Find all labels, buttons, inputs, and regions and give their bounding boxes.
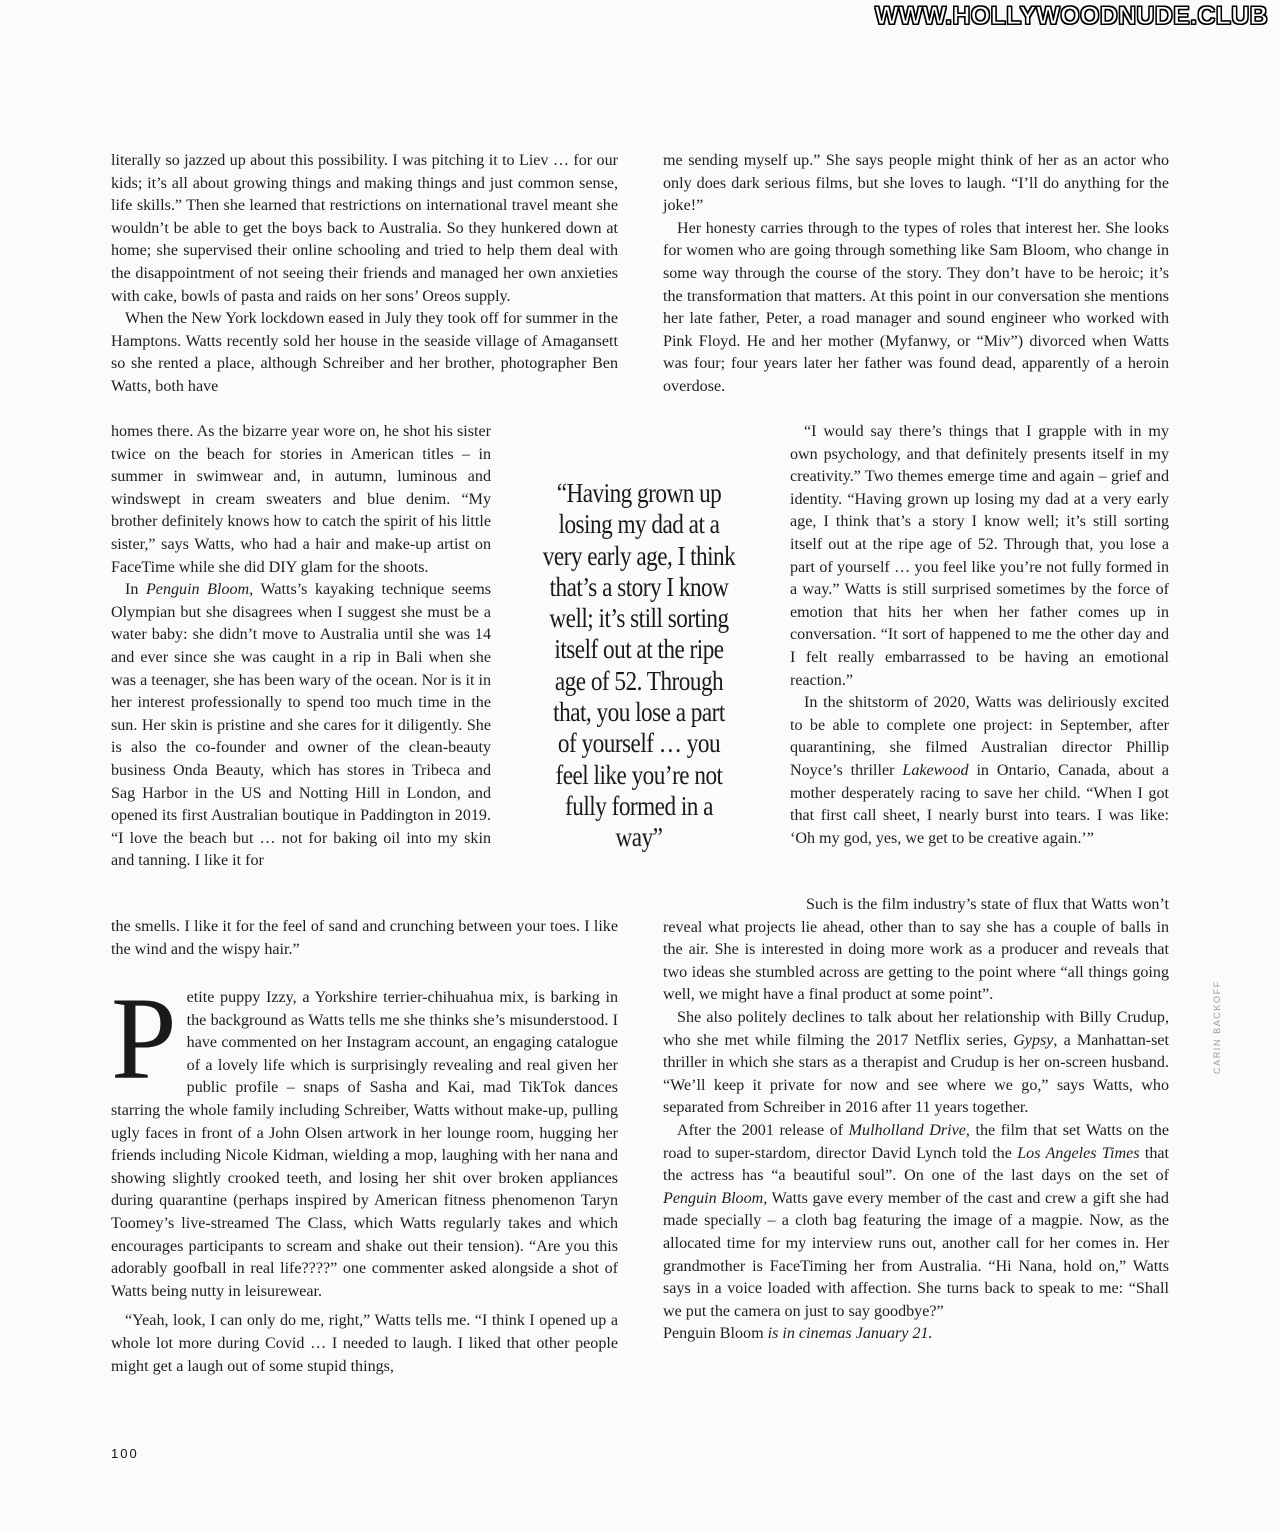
paragraph xyxy=(111,579,491,873)
text: She also politely declines to talk about her relationship with Billy Crudup, who she met while filming the 2017 Netflix series, xyxy=(663,1008,1169,1049)
text: in Ontario, Canada, about a mother desperately racing to save her child. “When I got that first call sheet, I nearly burst into tears. I was like: ‘Oh my god, yes, we get to be creative again.’” xyxy=(790,761,1170,847)
text: , the film that set Watts on the road to super-stardom, director David Lynch told the xyxy=(663,1121,1169,1162)
paragraph: When the New York lockdown eased in July they took off for summer in the Hamptons. Watts recently sold her house in the seaside village of Amagansett so she rented a place, although Schreiber and her brother, photographer Ben Watts, both have xyxy=(111,310,618,395)
paragraph: homes there. As the bizarre year wore on, he shot his sister twice on the beach for stories in American titles – in summer in swimwear and, in autumn, luminous and windswept in cream sweaters and blue denim. “My brother definitely knows how to catch the spirit of his little sister,” says Watts, who had a hair and make-up artist on FaceTime while she did DIY glam for the shoots. xyxy=(111,423,491,576)
paragraph: literally so jazzed up about this possibility. I was pitching it to Liev … for our kids; it’s all about growing things and making things and just common sense, life skills.” Then she learned that restrictions on international travel meant she wouldn’t be able to get the boys back to Australia. So they hunkered down at home; she supervised their online schooling and tried to help them deal with the disappointment of not seeing their friends and managed her own anxieties with cake, bowls of pasta and raids on her sons’ Oreos supply. xyxy=(111,152,618,305)
pull-quote: “Having grown up losing my dad at a very early age, I think that’s a story I know well; it’s still sorting itself out at the ripe age of 52. Through that, you lose a part of yourself … you feel like you’re not fully formed in a way” xyxy=(542,478,736,853)
text: , Watts gave every member of the cast and crew a gift she had made specially – a cloth bag featuring the image of a magpie. Now, as the allocated time for my interview runs out, another call for her comes in. Her grandmother is FaceTiming her from Australia. “Hi Nana, hold on,” Watts says in a voice loaded with affection. She turns back to speak to me: “Shall we put the camera on just to say goodbye?” xyxy=(663,1189,1169,1320)
publication-title: Los Angeles Times xyxy=(1017,1144,1140,1162)
paragraph: me sending myself up.” She says people might think of her as an actor who only does dark serious films, but she loves to laugh. “I’ll do anything for the joke!” xyxy=(663,152,1169,215)
paragraph xyxy=(111,973,618,1303)
left-column-wrap xyxy=(111,421,491,873)
paragraph: “I would say there’s things that I grapple with in my own psychology, and that definitely presents itself in my creativity.” Two themes emerge time and again – grief and identity. “Having grown up losing my dad at a very early age, I think that’s a story I know well; it’s still sorting itself out at the ripe age of 52. Through that, you lose a part of yourself … you feel like you’re not fully formed in a way.” Watts is still surprised sometimes by the force of emotion that hits her when her father comes up in conversation. “It sort of happened to me the other day and I felt really embarrassed to be having an emotional reaction.” xyxy=(790,423,1169,689)
photo-credit: CARIN BACKOFF xyxy=(1212,980,1222,1074)
left-column-top xyxy=(111,150,618,399)
right-column-top xyxy=(663,150,1169,399)
film-title: Mulholland Drive xyxy=(848,1121,966,1139)
release-note xyxy=(663,1323,1169,1346)
text: , a Manhattan-set thriller in which she stars as a therapist and Crudup is her on-screen husband. “We’ll keep it private for now and see where we go,” says Watts, who separated from Schreiber in 2016 after 11 years together. xyxy=(663,1031,1169,1117)
film-title: Penguin Bloom xyxy=(663,1189,764,1207)
left-column-bottom xyxy=(111,973,618,1378)
text: etite puppy Izzy, a Yorkshire terrier-chihuahua mix, is barking in the background as Watts tells me she thinks she’s misunderstood. I have commented on her Instagram account, an engaging catalogue of a lovely life which is surprisingly revealing and real given her public profile – snaps of Sasha and Kai, mad TikTok dances starring the whole family including Schreiber, Watts without make-up, pulling ugly faces in front of a John Olsen artwork in her lounge room, hugging her friends including Nicole Kidman, wielding a mop, laughing with her nana and showing slightly crooked teeth, and losing her shit over broken appliances during quarantine (perhaps inspired by American fitness phenomenon Taryn Toomey’s live-streamed The Class, which Watts regularly takes and which encourages participants to scream and shake out their tension). “Are you this adorably goofball in real life????” one commenter asked alongside a shot of Watts being nutty in leisurewear. xyxy=(111,989,618,1300)
film-title: Lakewood xyxy=(902,761,969,779)
drop-cap: P xyxy=(111,973,177,1104)
text: In the shitstorm of 2020, Watts was deliriously excited to be able to complete one project: in September, after quarantining, she filmed Australian director Phillip Noyce’s thriller xyxy=(790,694,1169,779)
right-column-wrap xyxy=(790,421,1169,850)
left-column-tail xyxy=(111,916,618,961)
text: In xyxy=(125,581,146,599)
film-title: Penguin Bloom xyxy=(145,581,250,599)
text: , Watts’s kayaking technique seems Olympian but she disagrees when I suggest she must be a water baby: she didn’t move to Australia until she was 14 and ever since she was caught in a rip in Bali when she was a teenager, she has been wary of the ocean. Nor is it in her interest professionally to spend too much time in the sun. Her skin is pristine and she cares for it diligently. She is also the co-founder and owner of the clean-beauty business Onda Beauty, which has stores in Tribeca and Sag Harbor in the US and Notting Hill in London, and opened its first Australian boutique in Paddington in 2019. “I love the beach but … not for baking oil into my skin and tanning. I like it for xyxy=(111,581,491,870)
paragraph: Such is the film industry’s state of flux that Watts won’t reveal what projects lie ahead, other than to say she has a couple of balls in the air. She is interested in doing more work as a producer and reveals that two ideas she stumbled across are getting to the point where “all things going well, we might have a final product at some point”. xyxy=(663,896,1169,1004)
paragraph xyxy=(663,1007,1169,1120)
paragraph: Her honesty carries through to the types of roles that interest her. She looks for women who are going through something like Sam Bloom, who change in some way through the course of the story. They don’t have to be heroic; it’s the transformation that matters. At this point in our conversation she mentions her late father, Peter, a road manager and sound engineer who worked with Pink Floyd. He and her mother (Myfanwy, or “Miv”) divorced when Watts was four; four years later her father was found dead, apparently of a heroin overdose. xyxy=(663,219,1169,395)
right-column-bottom xyxy=(663,894,1169,1346)
paragraph xyxy=(790,692,1169,850)
film-title: Gypsy xyxy=(1013,1031,1054,1049)
release-info: is in cinemas January 21. xyxy=(763,1325,933,1343)
watermark: WWW.HOLLYWOODNUDE.CLUB xyxy=(874,2,1268,30)
film-title: Penguin Bloom xyxy=(663,1325,764,1343)
page-number: 100 xyxy=(111,1446,139,1461)
text: that the actress has “a beautiful soul”. On one of the last days on the set of xyxy=(663,1144,1169,1185)
paragraph: “Yeah, look, I can only do me, right,” Watts tells me. “I think I opened up a whole lot more during Covid … I needed to laugh. I liked that other people might get a laugh out of some stupid things, xyxy=(111,1312,618,1375)
paragraph xyxy=(663,1120,1169,1323)
text: After the 2001 release of xyxy=(677,1121,849,1139)
paragraph: the smells. I like it for the feel of sand and crunching between your toes. I like the wind and the wispy hair.” xyxy=(111,918,618,958)
